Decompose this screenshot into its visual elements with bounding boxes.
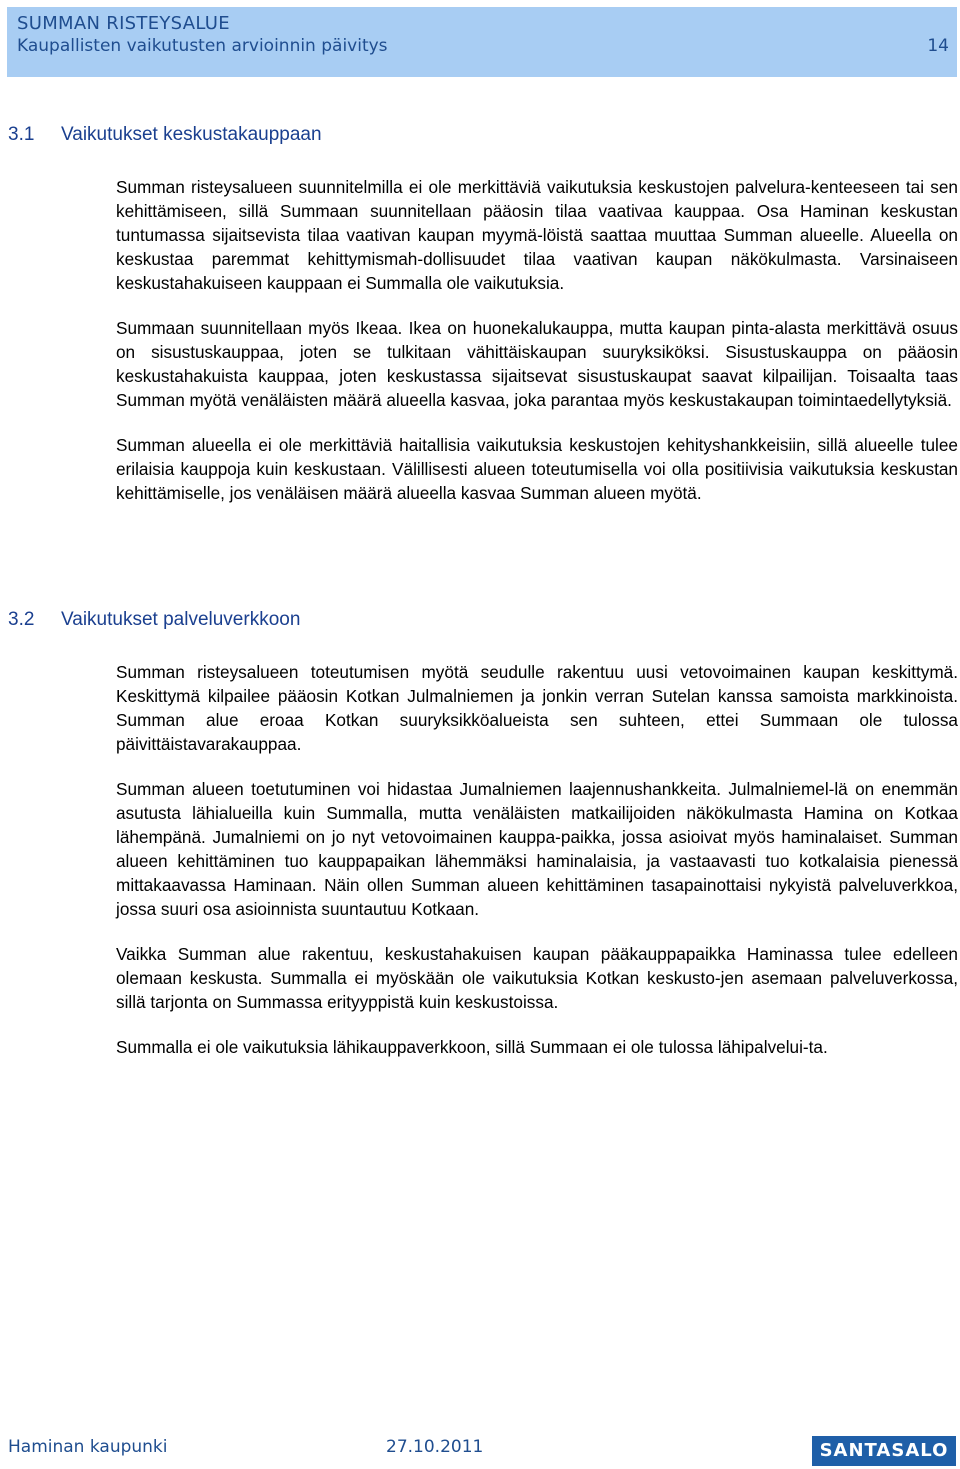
paragraph: Summaan suunnitellaan myös Ikeaa. Ikea on huonekalukauppa, mutta kaupan pinta-alasta merkittävä osuus on sisustuskauppaa, joten se tulkitaan vähittäiskaupan suuryksiköksi. Sisustuskauppa on pääosin keskustahakuista kauppaa, joten keskustassa sijaitsevat sisustuskaupat saavat kilpailijan. Toisaalta taas Summan myötä venäläisten määrä alueella kasvaa, joka parantaa myös keskustakaupan toimintaedellytyksiä. — [116, 318, 958, 410]
section-title: Vaikutukset keskustakauppaan — [61, 124, 322, 145]
page-header — [7, 7, 957, 77]
section-heading-3-2 — [8, 609, 300, 631]
paragraph: Summan risteysalueen suunnitelmilla ei ole merkittäviä vaikutuksia keskustojen palvelura-kenteeseen tai sen kehittämiseen, sillä Summaan suunnitellaan pääosin tilaa vaativaa kauppaa. Osa Haminan keskustan tuntumassa sijaitsevista tilaa vaativan kaupan myymä-löistä saattaa muuttaa Summan alueelle. Alueella on keskustaa paremmat kehittymismah-dollisuudet tilaa vaativan kaupan näkökulmasta. Varsinaiseen keskustahakuiseen kauppaan ei Summalla ole vaikutuksia. — [116, 177, 958, 293]
section-number: 3.1 — [8, 124, 35, 145]
section-body-3-2 — [116, 660, 958, 1080]
paragraph: Vaikka Summan alue rakentuu, keskustahakuisen kaupan pääkauppapaikka Haminassa tulee edelleen olemaan keskusta. Summalla ei myöskään ole vaikutuksia Kotkan keskusto-jen asemaan palveluverkossa, sillä tarjonta on Summassa erityyppistä kuin keskustoissa. — [116, 944, 958, 1012]
section-body-3-1 — [116, 175, 958, 526]
document-subtitle: Kaupallisten vaikutusten arvioinnin päivitys — [17, 36, 388, 56]
footer-city: Haminan kaupunki — [8, 1437, 168, 1457]
paragraph: Summan alueella ei ole merkittäviä haitallisia vaikutuksia keskustojen kehityshankkeisiin, sillä alueelle tulee erilaisia kauppoja kuin keskustaan. Välillisesti alueen toteutumisella voi olla positiivisia vaikutuksia keskustan kehittämiselle, jos venäläisen määrä alueella kasvaa Summan alueen myötä. — [116, 435, 958, 503]
paragraph: Summan alueen toetutuminen voi hidastaa Jumalniemen laajennushankkeita. Julmalniemel-lä on enemmän asutusta lähialueilla kuin Summalla, mutta venäläisten matkailijoiden näkökulmasta Hamina on Kotkaa lähempänä. Jumalniemi on jo nyt vetovoimainen kauppa-paikka, jossa asioivat myös haminalaiset. Summan alueen kehittäminen tuo kauppapaikan lähemmäksi haminalaisia, ja vastaavasti tuo kotkalaisia pienessä mittakaavassa Haminaan. Näin ollen Summan alueen kehittäminen tasapainottaisi nykyistä palveluverkkoa, jossa suuri osa asioinnista suuntautuu Kotkaan. — [116, 779, 958, 919]
paragraph: Summan risteysalueen toteutumisen myötä seudulle rakentuu uusi vetovoimainen kaupan keskittymä. Keskittymä kilpailee pääosin Kotkan Julmalniemen ja jonkin verran Sutelan kanssa samoista markkinoista. Summan alue eroaa Kotkan suuryksikköalueista sen suhteen, ettei Summaan ole tulossa päivittäistavarakauppaa. — [116, 662, 958, 754]
document-title: SUMMAN RISTEYSALUE — [17, 13, 230, 34]
page-number: 14 — [927, 36, 949, 56]
section-title: Vaikutukset palveluverkkoon — [61, 609, 301, 630]
section-heading-3-1 — [8, 124, 322, 146]
footer-date: 27.10.2011 — [386, 1437, 484, 1457]
section-number: 3.2 — [8, 609, 35, 630]
santasalo-logo: SANTASALO — [812, 1436, 956, 1466]
paragraph: Summalla ei ole vaikutuksia lähikauppaverkkoon, sillä Summaan ei ole tulossa lähipalvelui-ta. — [116, 1037, 828, 1057]
